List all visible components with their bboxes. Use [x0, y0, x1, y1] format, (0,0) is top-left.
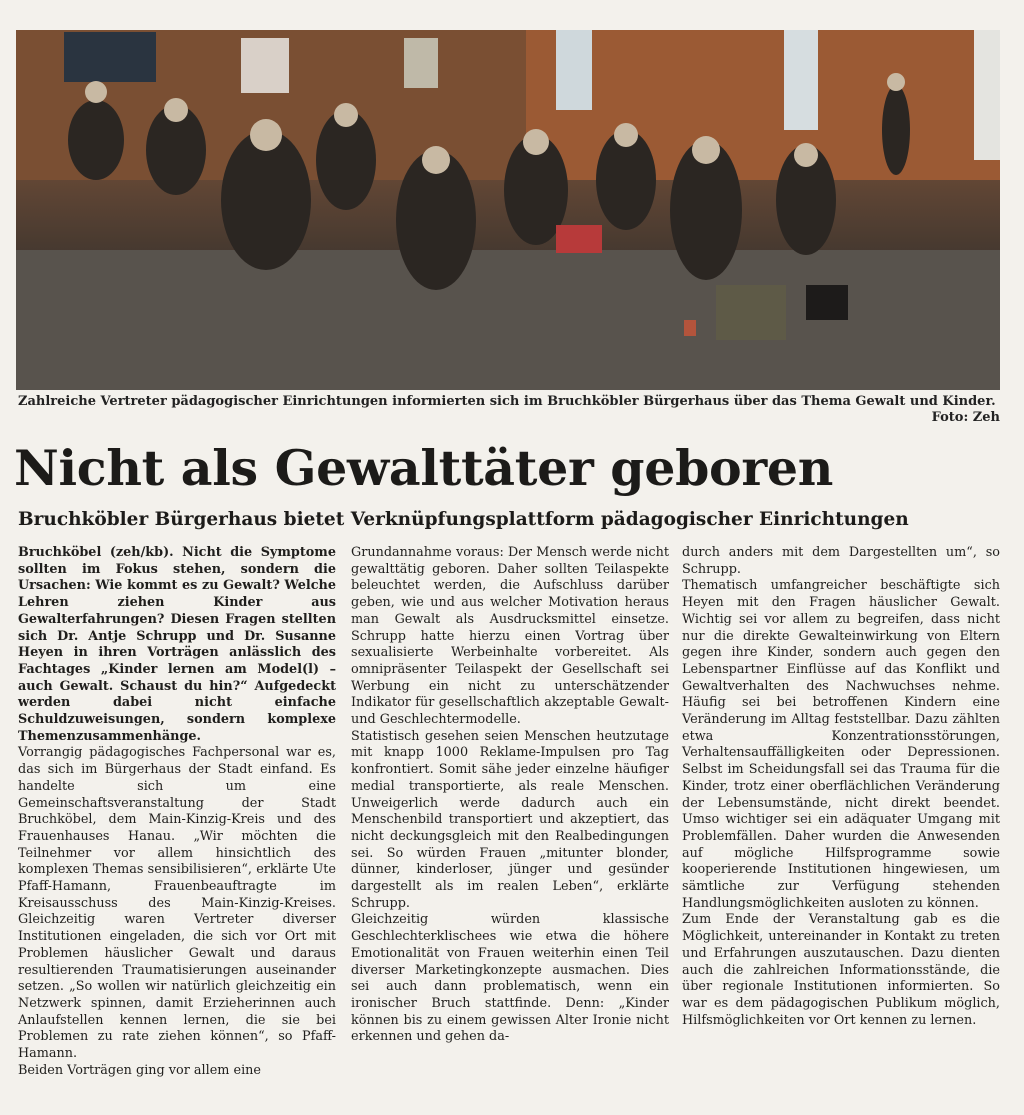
article-paragraph: Gleichzeitig würden klassische Geschlechterklischees wie etwa die höhere Emotionalität von Frauen weiterhin einen Teil diverser Marketingkonzepte ausmachen. Dies sei auch dann problematisch, wenn ein ironischer Bruch stattfinde. Denn: „Kinder können bis zu einem gewissen Alter Ironie nicht erkennen und gehen da- [351, 912, 669, 1045]
photo-icon [16, 30, 1000, 390]
article-photo [16, 30, 1000, 390]
article-paragraph: durch anders mit dem Dargestellten um“, so Schrupp. [682, 545, 1000, 577]
article-paragraph: Beiden Vorträgen ging vor allem eine [18, 1062, 261, 1078]
photo-caption [18, 394, 1000, 425]
article-paragraph: Vorrangig pädagogisches Fachpersonal war es, das sich im Bürgerhaus der Stadt einfand. Es handelte sich um eine Gemeinschaftsveranstaltung der Stadt Bruchköbel, dem Main-Kinzig-Kreis und des Frauenhauses Hanau. „Wir möchten die Teilnehmer vor allem hinsichtlich des komplexen Themas sensibilisieren“, erklärte Ute Pfaff-Hamann, Frauenbeauftragte im Kreisausschuss des Main-Kinzig-Kreises. Gleichzeitig waren Vertreter diverser Institutionen eingeladen, die sich vor Ort mit Problemen häuslicher Gewalt und daraus resultierenden Traumatisierungen auseinander setzen. „So wollen wir natürlich gleichzeitig ein Netzwerk spinnen, damit Erzieherinnen auch Anlaufstellen kennen lernen, die sie bei Problemen zu rate ziehen können“, so Pfaff-Hamann. [18, 745, 336, 1062]
caption-text: Zahlreiche Vertreter pädagogischer Einrichtungen informierten sich im Bruchköbler Bürgerhaus über das Thema Gewalt und Kinder. [18, 394, 996, 409]
article-paragraph: Statistisch gesehen seien Menschen heutzutage mit knapp 1000 Reklame-Impulsen pro Tag konfrontiert. Somit sähe jeder einzelne häufiger medial transportierte, als reale Menschen. Unweigerlich werde dadurch auch ein Menschenbild transportiert und akzeptiert, das nicht deckungsgleich mit den Realbedingungen sei. So würden Frauen „mitunter blonder, dünner, kinderloser, jünger und gesünder dargestellt als im realen Leben“, erklärte Schrupp. [351, 728, 669, 911]
article-paragraph: Thematisch umfangreicher beschäftigte sich Heyen mit den Fragen häuslicher Gewalt. Wichtig sei vor allem zu begreifen, dass nicht nur die direkte Gewalteinwirkung von Eltern gegen ihre Kinder, sondern auch gegen den Lebenspartner Einflüsse auf das Konflikt und Gewaltverhalten des Nachwuchses nehme. Häufig sei bei betroffenen Kindern eine Veränderung im Alltag feststellbar. Dazu zählten etwa Konzentrationsstörungen, Verhaltensauffälligkeiten oder Depressionen. Selbst im Scheidungsfall sei das Trauma für die Kinder, trotz einer oberflächlichen Veränderung der Lebensumstände, nicht direkt beendet. Umso wichtiger sei ein adäquater Umgang mit Problemfällen. Daher wurden die Anwesenden auf mögliche Hilfsprogramme sowie kooperierende Institutionen hingewiesen, um sämtliche zur Verfügung stehenden Handlungsmöglichkeiten ausloten zu können. [682, 578, 1000, 911]
article-column-2 [351, 545, 669, 1046]
article-lead: Bruchköbel (zeh/kb). Nicht die Symptome sollten im Fokus stehen, sondern die Ursachen: Wie kommt es zu Gewalt? Welche Lehren ziehen Kinder aus Gewalterfahrungen? Diesen Fragen stellten sich Dr. Antje Schrupp und Dr. Susanne Heyen in ihren Vorträgen anlässlich des Fachtages „Kinder lernen am Model(l) – auch Gewalt. Schaust du hin?“ Aufgedeckt werden dabei nicht einfache Schuldzuweisungen, sondern komplexe Themenzusammenhänge. [18, 545, 336, 744]
subheadline: Bruchköbler Bürgerhaus bietet Verknüpfungsplattform pädagogischer Einrichtungen [18, 509, 909, 530]
headline: Nicht als Gewalttäter geboren [14, 439, 834, 497]
photo-credit: Foto: Zeh [931, 410, 1000, 425]
article-column-3 [682, 545, 1000, 1029]
article-column-1 [18, 545, 336, 1080]
article-paragraph: Grundannahme voraus: Der Mensch werde nicht gewalttätig geboren. Daher sollten Teilaspekte beleuchtet werden, die Aufschluss darüber geben, wie und aus welcher Motivation heraus man Gewalt als Ausdrucksmittel einsetze. Schrupp hatte hierzu einen Vortrag über sexualisierte Werbeinhalte vorbereitet. Als omnipräsenter Teilaspekt der Gesellschaft sei Werbung ein nicht zu unterschätzender Indikator für gesellschaftlich akzeptable Gewalt- und Geschlechtermodelle. [351, 545, 669, 728]
article-paragraph: Zum Ende der Veranstaltung gab es die Möglichkeit, untereinander in Kontakt zu treten und Erfahrungen auszutauschen. Dazu dienten auch die zahlreichen Informationsstände, die über regionale Institutionen informierten. So war es dem pädagogischen Publikum möglich, Hilfsmöglichkeiten vor Ort kennen zu lernen. [682, 912, 1000, 1028]
